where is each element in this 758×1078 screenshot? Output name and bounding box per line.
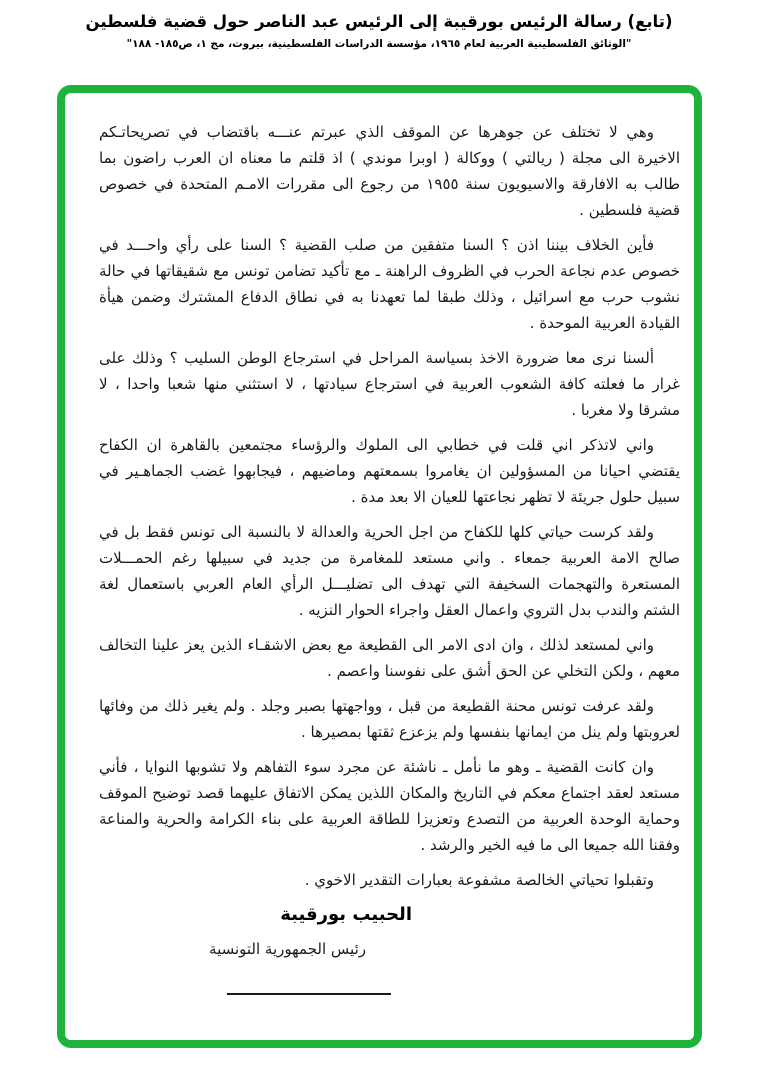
paragraph: ولقد عرفت تونس محنة القطيعة من قبل ، وواجهتها بصبر وجلد . ولم يغير ذلك من وفائها لعروبتها ولم ينل من ايمانها بنفسها ولم يزعزع ثقتها بمصيرها . [99,697,680,741]
paragraph: واني لاتذكر اني قلت في خطابي الى الملوك والرؤساء مجتمعين بالقاهرة ان الكفاح يقتضي احيانا من المسؤولين ان يغامروا بسمعتهم وماضيهم ، فيجابهوا غضب الجماهـير في سبيل حلول جريئة لا تظهر نجاعتها للعيان الا بعد مدة . [99,436,680,506]
signature-name: الحبيب بورقيبة [280,904,412,925]
paragraph: وان كانت القضية ـ وهو ما نأمل ـ ناشئة عن مجرد سوء التفاهم ولا تشوبها النوايا ، فأني مستعد لعقد اجتماع معكم في التاريخ والمكان اللذين يمكن الاتفاق عليهما قصد توضيح الموقف وحماية الوحدة العربية من التصدع وتعزيزا للطاقة العربية على بناء الكرامة والحرية والمناعة وفقنا الله جميعا الى ما فيه الخير والرشد . [99,758,680,854]
paragraph: وتقبلوا تحياتي الخالصة مشفوعة بعبارات التقدير الاخوي . [304,871,654,889]
source-citation: "الوثائق الفلسطينية العربية لعام ١٩٦٥، مؤسسة الدراسات الفلسطينية، بيروت، مج ١، ص١٨٥- ١٨٨" [126,38,632,50]
paragraph: ولقد كرست حياتي كلها للكفاح من اجل الحرية والعدالة لا بالنسبة الى تونس فقط بل في صالح الامة العربية جمعاء . واني مستعد للمغامرة من جديد في سبيلها رغم الحمـــلات المستعرة والتهجمات السخيفة التي تهدف الى تضليـــل الرأي العام العربي باستعمال لغة الشتم والندب بدل التروي واعمال العقل واجراء الحوار النزيه . [99,523,680,619]
paragraph: وهي لا تختلف عن جوهرها عن الموقف الذي عبرتم عنـــه باقتضاب في تصريحاتـكم الاخيرة الى مجلة ( ريالتي ) ووكالة ( اوبرا موندي ) اذ قلتم ما معناه ان العرب راضون بما طالب به الافارقة والاسيويون سنة ١٩٥٥ من رجوع الى مقررات الامـم المتحدة في خصوص قضية فلسطين . [99,123,681,219]
signature-block [209,902,412,962]
green-highlight-frame [57,85,702,1048]
document-header [0,12,758,50]
letter-body [99,119,680,962]
paragraph: فأين الخلاف بيننا اذن ؟ السنا متفقين من صلب القضية ؟ السنا على رأي واحـــد في خصوص عدم نجاعة الحرب في الظروف الراهنة ـ مع تأكيد تضامن تونس مع شقيقاتها في حالة نشوب حرب مع اسرائيل ، وذلك طبقا لما تعهدنا به في نطاق الدفاع المشترك وضمن هيأة القيادة العربية الموحدة . [99,236,680,332]
end-of-letter-divider [227,993,391,995]
signature-title: رئيس الجمهورية التونسية [209,940,366,958]
paragraph: واني لمستعد لذلك ، وان ادى الامر الى القطيعة مع بعض الاشقـاء الذين يعز علينا التخالف معهم ، ولكن التخلي عن الحق أشق على نفوسنا واعصم . [99,636,680,680]
page-title: (تابع) رسالة الرئيس بورقيبة إلى الرئيس عبد الناصر حول قضية فلسطين [85,12,673,31]
paragraph: ألسنا نرى معا ضرورة الاخذ بسياسة المراحل في استرجاع الوطن السليب ؟ وذلك على غرار ما فعلته كافة الشعوب العربية في استرجاع سيادتها ، لا استثني منها شعبا واحدا ، لا مشرقا ولا مغربا . [99,349,680,419]
